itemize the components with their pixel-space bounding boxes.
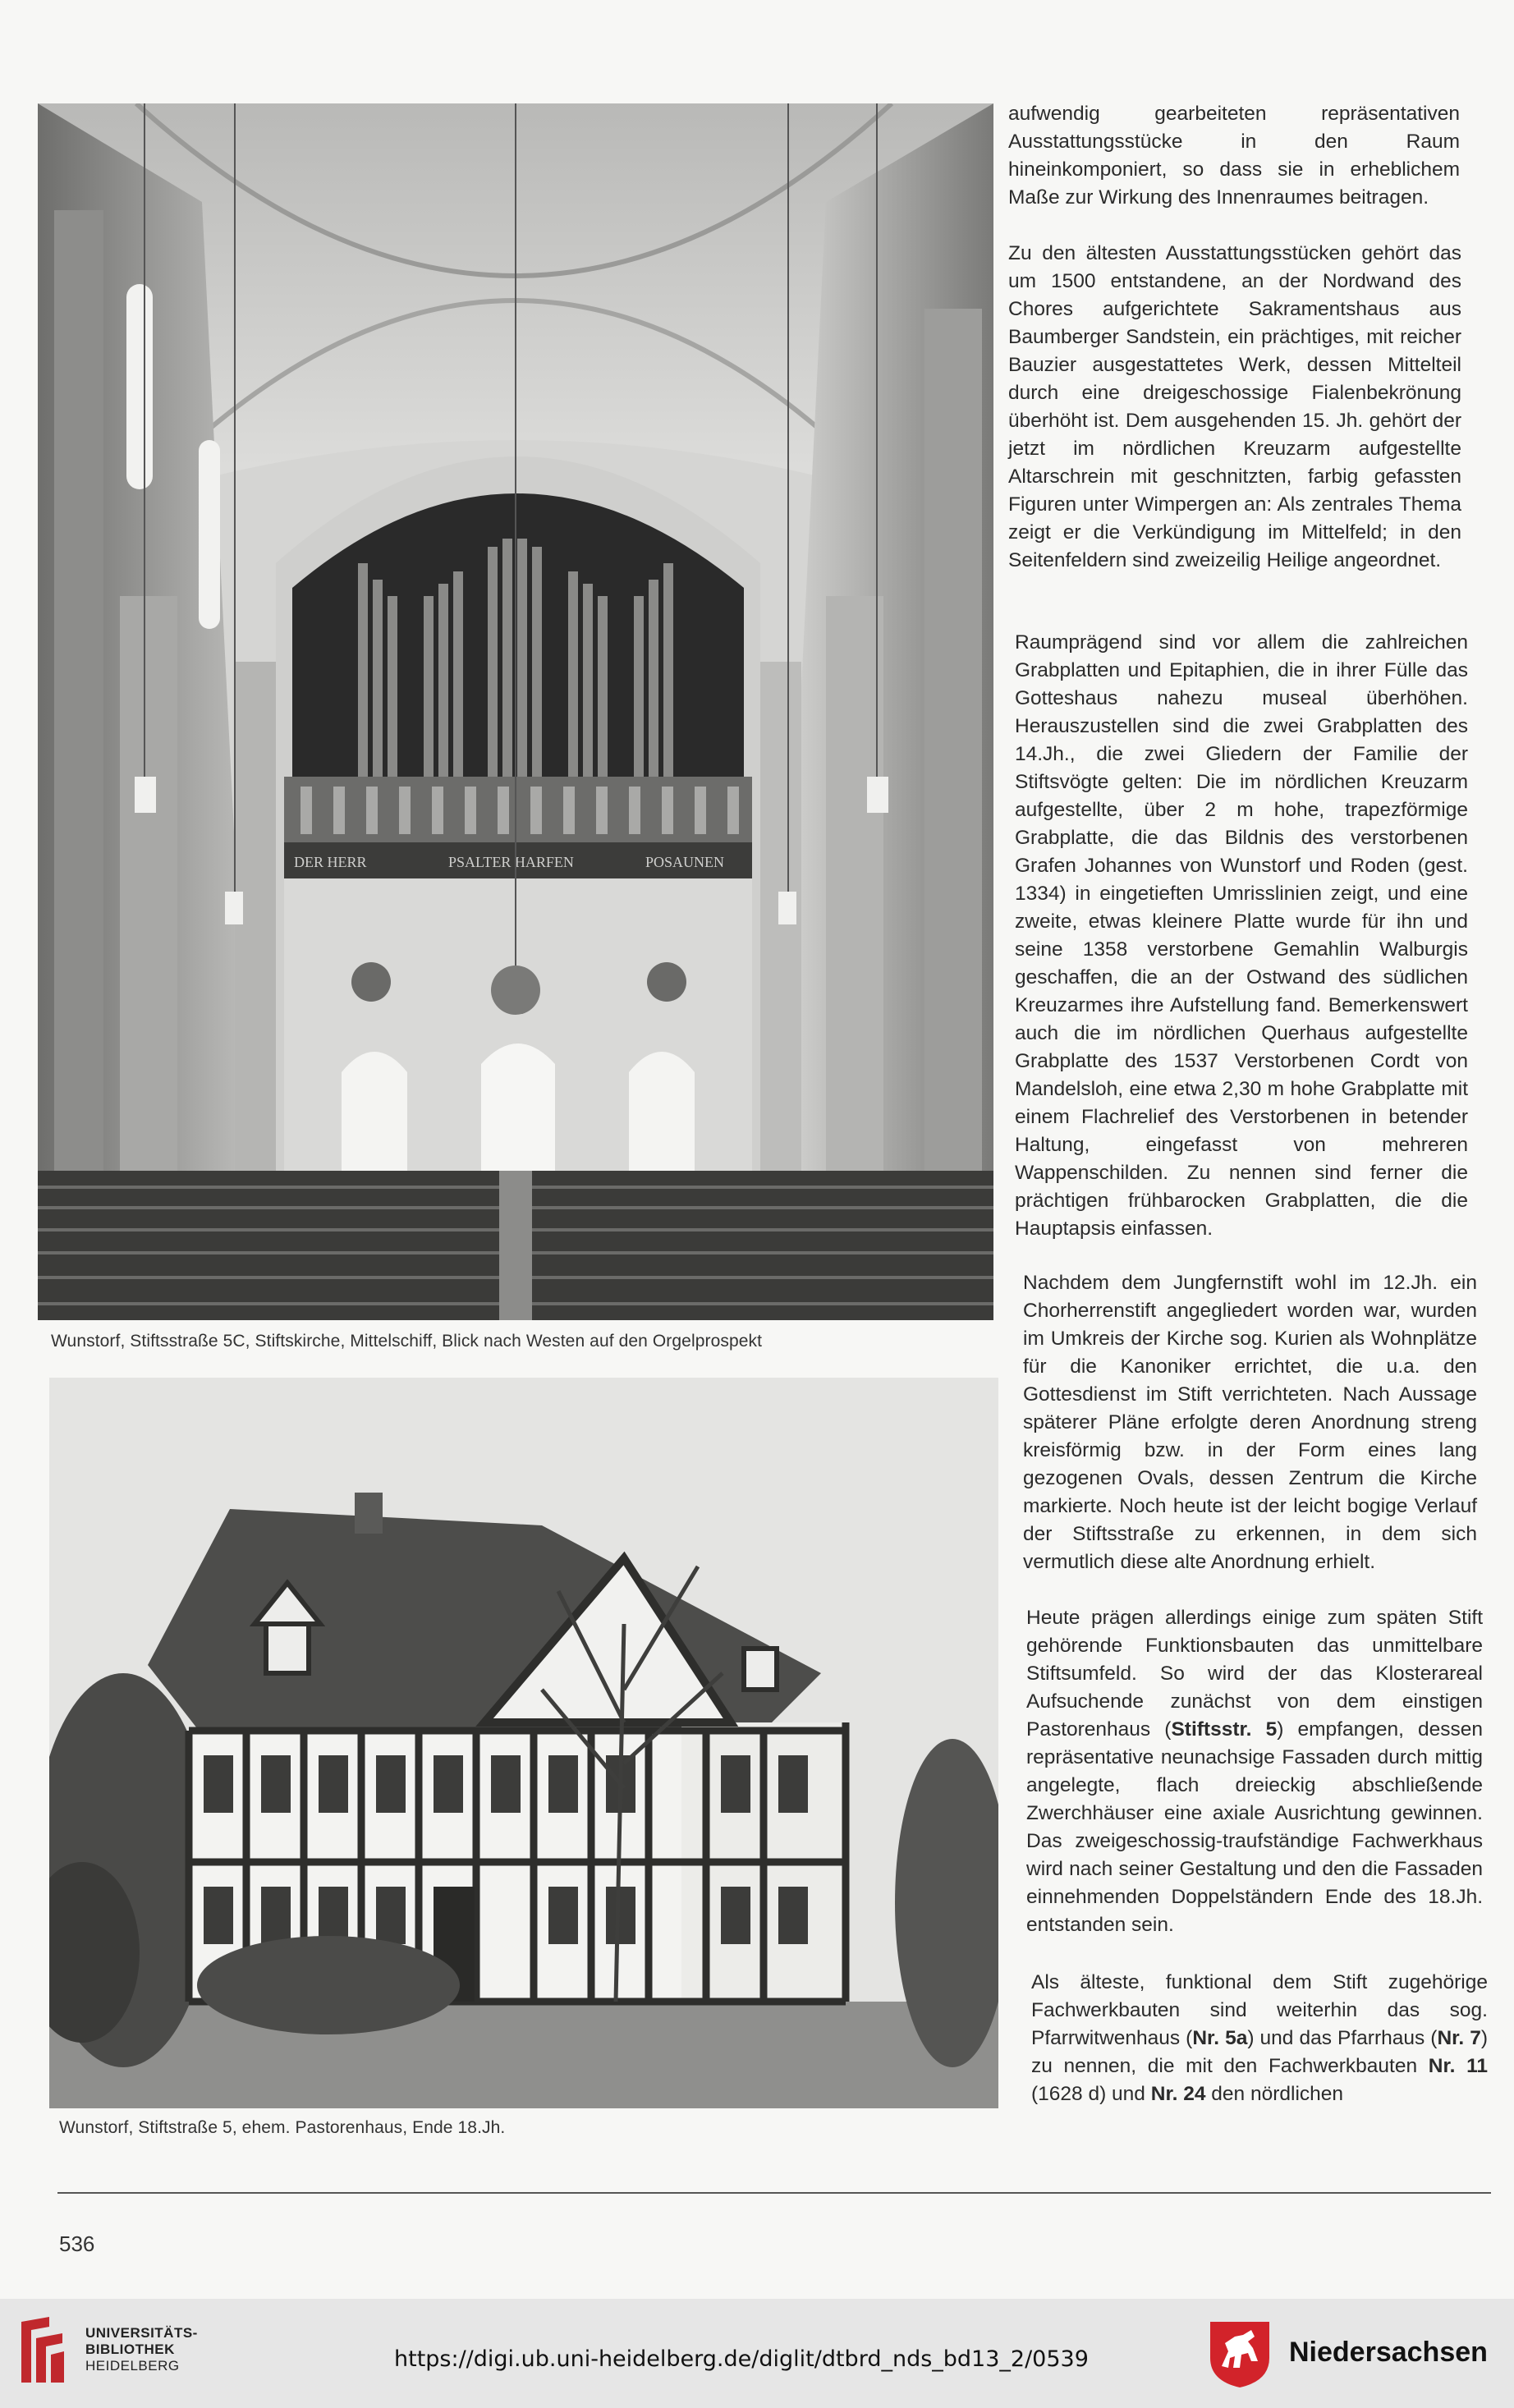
address-nr-5a: Nr. 5a [1192,2027,1248,2049]
organ-inscription-1: DER HERR [294,854,367,870]
ub-heidelberg-logo-icon[interactable] [16,2314,69,2387]
organ-inscription-3: POSAUNEN [645,854,725,870]
paragraph-6-text-i: den nördlichen [1205,2083,1344,2105]
address-stiftsstr-5: Stiftsstr. 5 [1171,1718,1278,1741]
paragraph-6 [1031,1969,1488,2108]
pastor-house-photo [49,1378,998,2108]
library-name-line3: HEIDELBERG [85,2358,180,2374]
paragraph-4: Nachdem dem Jungfernstift wohl im 12.Jh. ein Chorherrenstift angegliedert worden war, wurden im Umkreis der Kirche sog. Kurien als Wohnplätze für die Kanoniker errichtet, die u.a. den Gottesdienst im Stift verrichteten. Nach Aussage späterer Pläne erfolgte deren Anordnung streng kreisförmig bzw. in der Form eines lang gezogenen Ovals, dessen Zentrum die Kirche markierte. Noch heute ist der leicht bogige Verlauf der Stiftsstraße zu erkennen, in dem sich vermutlich diese alte Anordnung erhielt. [1023,1272,1477,1573]
paragraph-6-text-g: (1628 d) und [1031,2083,1151,2105]
library-name-line1: UNIVERSITÄTS- [85,2325,198,2341]
address-nr-11: Nr. 11 [1428,2055,1489,2077]
organ-inscription-2: PSALTER HARFEN [448,854,574,870]
library-name-line2: BIBLIOTHEK [85,2341,175,2357]
digital-url-link[interactable]: https://digi.ub.uni-heidelberg.de/diglit/dtbrd_nds_bd13_2/0539 [394,2346,1089,2372]
page-number: 536 [59,2231,95,2256]
paragraph-1: aufwendig gearbeiteten repräsentativen Ausstattungsstücke in den Raum hineinkomponiert, so dass sie in erheblichem Maße zur Wirkung des Innenraumes beitragen. [1008,103,1460,209]
paragraph-2: Zu den ältesten Ausstattungsstücken gehört das um 1500 entstandene, an der Nordwand des Chores aufgerichtete Sakramentshaus aus Baumberger Sandstein, ein prächtiges, mit reicher Bauzier ausgestattetes Werk, dessen Mittelteil durch eine dreigeschossige Fialenbekrönung überhöht ist. Dem ausgehenden 15. Jh. gehört der jetzt im nördlichen Kreuzarm aufgestellte Altarschrein mit geschnitzten, farbig gefassten Figuren unter Wimpergen an: Als zentrales Thema zeigt er die Verkündigung im Mittelfeld; in den Seitenfeldern sind zweizeilig Heilige angeordnet. [1008,242,1461,571]
paragraph-6-text-a: Als älteste, funktional dem Stift zugehörige Fachwerkbauten sind weiterhin das sog. Pfarrwitwenhaus ( [1031,1971,1488,2049]
address-nr-24: Nr. 24 [1150,2083,1206,2105]
photo-caption-church: Wunstorf, Stiftsstraße 5C, Stiftskirche, Mittelschiff, Blick nach Westen auf den Orgelprospekt [51,1332,763,1351]
paragraph-5 [1026,1604,1483,1939]
church-interior-photo [38,103,993,1320]
church-interior-image [38,103,993,1320]
library-name [85,2325,198,2374]
pastor-house-image [49,1378,998,2108]
paragraph-6-text-c: ) und das Pfarrhaus ( [1247,2027,1438,2049]
photo-caption-house: Wunstorf, Stiftstraße 5, ehem. Pastorenhaus, Ende 18.Jh. [59,2118,506,2137]
niedersachsen-horse-icon [1207,2319,1273,2389]
paragraph-5-text-a: Heute prägen allerdings einige zum späten Stift gehörende Funktionsbauten das unmittelbare Stiftsumfeld. So wird der das Klosterareal Aufsuchende zunächst von dem einstigen Pastorenhaus ( [1026,1607,1483,1741]
footer-rule [57,2192,1491,2194]
address-nr-7: Nr. 7 [1437,2027,1481,2049]
paragraph-6-text-e: ) zu nennen, die mit den Fachwerkbauten [1031,2027,1488,2077]
paragraph-5-text-c: ) empfangen, dessen repräsentative neunachsige Fassaden durch mittig angelegte, flach dreieckig abschließende Zwerchhäuser eine axiale Ausrichtung gewinnen. Das zweigeschossig-traufständige Fachwerkhaus wird nach seiner Gestaltung und den die Fassaden einnehmenden Doppelständern Ende des 18.Jh. entstanden sein. [1026,1718,1483,1936]
paragraph-3: Raumprägend sind vor allem die zahlreichen Grabplatten und Epitaphien, die in ihrer Fülle das Gotteshaus nahezu museal überhöhen. Herauszustellen sind die zwei Grabplatten des 14.Jh., die zwei Gliedern der Familie der Stiftsvögte gelten: Die im nördlichen Kreuzarm aufgestellte, über 2 m hohe, trapezförmige Grabplatte, die das Bildnis des verstorbenen Grafen Johannes von Wunstorf und Roden (gest. 1334) in eingetieften Umrisslinien zeigt, und eine zweite, etwas kleinere Platte wurde für ihn und seine 1358 verstorbene Gemahlin Walburgis geschaffen, die an der Ostwand des südlichen Kreuzarmes ihre Aufstellung fand. Bemerkenswert auch die im nördlichen Querhaus aufgestellte Grabplatte des 1537 Verstorbenen Cordt von Mandelsloh, eine etwa 2,30 m hohe Grabplatte mit einem Flachrelief des Verstorbenen in betender Haltung, eingefasst von mehreren Wappenschilden. Zu nennen sind ferner die prächtigen frühbarocken Grabplatten, die die Hauptapsis einfassen. [1015,631,1468,1240]
state-name: Niedersachsen [1289,2337,1488,2368]
